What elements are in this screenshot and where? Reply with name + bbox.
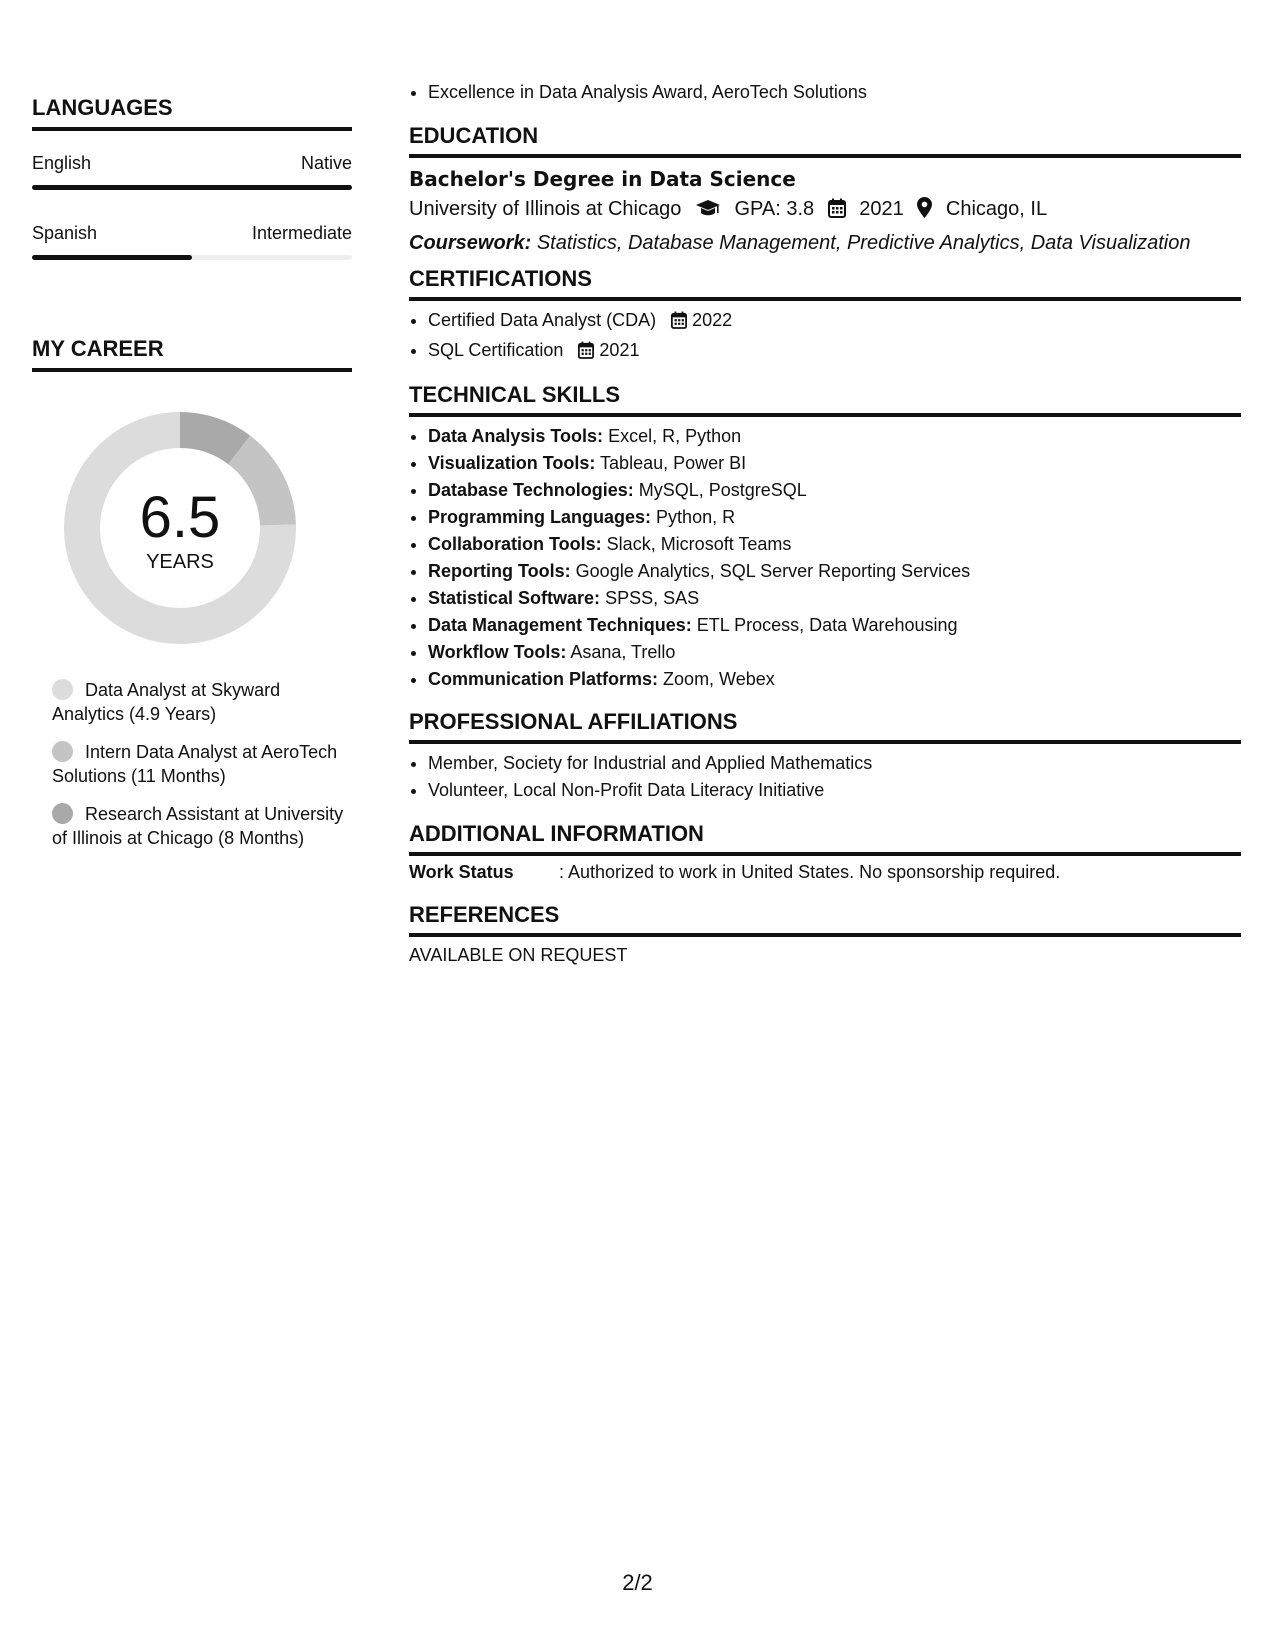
career-legend-label: Data Analyst at Skyward Analytics (4.9 Years) bbox=[52, 680, 281, 724]
coursework-list: Statistics, Database Management, Predictive Analytics, Data Visualization bbox=[536, 232, 1191, 254]
skill-value: SPSS, SAS bbox=[605, 588, 700, 608]
skill-item bbox=[428, 639, 1241, 666]
skills-list bbox=[409, 423, 1241, 693]
calendar-icon bbox=[828, 197, 846, 228]
skill-item bbox=[428, 531, 1241, 558]
awards-list bbox=[409, 79, 1241, 106]
education-section bbox=[409, 123, 1241, 259]
skill-label: Communication Platforms: bbox=[428, 669, 659, 689]
education-gpa: GPA: 3.8 bbox=[734, 198, 815, 220]
work-status-row bbox=[409, 862, 1241, 883]
certifications-section bbox=[409, 266, 1241, 367]
education-school: University of Illinois at Chicago bbox=[409, 198, 682, 220]
skills-heading: TECHNICAL SKILLS bbox=[409, 382, 1241, 417]
skill-item bbox=[428, 504, 1241, 531]
references-heading: REFERENCES bbox=[409, 902, 1241, 937]
certification-name: Certified Data Analyst (CDA) bbox=[428, 310, 657, 330]
skill-label: Collaboration Tools: bbox=[428, 534, 602, 554]
certification-item bbox=[428, 337, 1241, 367]
certification-name: SQL Certification bbox=[428, 340, 564, 360]
skill-value: ETL Process, Data Warehousing bbox=[696, 615, 958, 635]
career-total-unit: YEARS bbox=[146, 551, 214, 573]
education-degree: Bachelor's Degree in Data Science bbox=[409, 167, 796, 191]
skill-value: Excel, R, Python bbox=[608, 426, 742, 446]
career-legend-item bbox=[52, 802, 352, 850]
coursework-label: Coursework: bbox=[409, 232, 532, 254]
career-donut-chart bbox=[64, 412, 296, 644]
skill-value: Tableau, Power BI bbox=[600, 453, 747, 473]
skill-label: Programming Languages: bbox=[428, 507, 652, 527]
map-pin-icon bbox=[917, 197, 932, 228]
career-legend-label: Research Assistant at University of Illinois at Chicago (8 Months) bbox=[52, 804, 344, 848]
legend-dot-icon bbox=[52, 741, 73, 762]
work-status-value: : Authorized to work in United States. No sponsorship required. bbox=[559, 862, 1061, 882]
page-number: 2/2 bbox=[622, 1570, 653, 1595]
language-proficiency-bar bbox=[32, 185, 352, 190]
skill-item bbox=[428, 477, 1241, 504]
skill-item bbox=[428, 612, 1241, 639]
additional-info-heading: ADDITIONAL INFORMATION bbox=[409, 821, 1241, 856]
certification-year: 2022 bbox=[692, 310, 733, 330]
skill-label: Workflow Tools: bbox=[428, 642, 567, 662]
references-text: AVAILABLE ON REQUEST bbox=[409, 945, 628, 965]
awards-section bbox=[409, 79, 1241, 106]
skill-value: MySQL, PostgreSQL bbox=[638, 480, 807, 500]
certifications-list bbox=[409, 307, 1241, 367]
skill-label: Statistical Software: bbox=[428, 588, 601, 608]
education-heading: EDUCATION bbox=[409, 123, 1241, 158]
legend-dot-icon bbox=[52, 803, 73, 824]
affiliations-section bbox=[409, 709, 1241, 804]
skill-value: Slack, Microsoft Teams bbox=[606, 534, 792, 554]
skill-value: Asana, Trello bbox=[570, 642, 676, 662]
skill-item bbox=[428, 423, 1241, 450]
skill-value: Zoom, Webex bbox=[663, 669, 775, 689]
additional-info-section bbox=[409, 821, 1241, 883]
language-proficiency-fill bbox=[32, 255, 192, 260]
work-status-label: Work Status bbox=[409, 862, 514, 882]
affiliations-list bbox=[409, 750, 1241, 804]
certifications-heading: CERTIFICATIONS bbox=[409, 266, 1241, 301]
references-section bbox=[409, 902, 1241, 967]
language-name: Spanish bbox=[32, 223, 98, 243]
skill-label: Visualization Tools: bbox=[428, 453, 596, 473]
award-item: • Excellence in Data Analysis Award, AeroTech Solutions bbox=[428, 79, 1241, 106]
education-coursework bbox=[409, 228, 1241, 259]
affiliations-heading: PROFESSIONAL AFFILIATIONS bbox=[409, 709, 1241, 744]
languages-heading: LANGUAGES bbox=[32, 95, 352, 131]
education-year: 2021 bbox=[859, 198, 904, 220]
career-legend-item bbox=[52, 740, 352, 788]
language-proficiency-fill bbox=[32, 185, 352, 190]
career-total-years: 6.5 bbox=[139, 485, 221, 550]
certification-item bbox=[428, 307, 1241, 337]
language-level: Native bbox=[300, 153, 352, 173]
education-location: Chicago, IL bbox=[945, 198, 1048, 220]
calendar-icon bbox=[671, 310, 687, 337]
language-proficiency-bar bbox=[32, 255, 352, 260]
career-legend-item bbox=[52, 678, 352, 726]
skill-item bbox=[428, 666, 1241, 693]
language-row-english bbox=[32, 152, 352, 192]
language-row-spanish bbox=[32, 222, 352, 262]
skill-label: Reporting Tools: bbox=[428, 561, 571, 581]
skill-item bbox=[428, 558, 1241, 585]
calendar-icon bbox=[578, 340, 594, 367]
skill-item bbox=[428, 450, 1241, 477]
certification-year: 2021 bbox=[599, 340, 640, 360]
graduation-cap-icon bbox=[695, 197, 721, 228]
education-details bbox=[409, 194, 1241, 228]
career-heading: MY CAREER bbox=[32, 336, 352, 372]
skill-item bbox=[428, 585, 1241, 612]
language-name: English bbox=[32, 153, 92, 173]
affiliation-item: • Volunteer, Local Non-Profit Data Literacy Initiative bbox=[428, 777, 1241, 804]
legend-dot-icon bbox=[52, 679, 73, 700]
skill-value: Python, R bbox=[656, 507, 736, 527]
language-level: Intermediate bbox=[251, 223, 352, 243]
career-legend-label: Intern Data Analyst at AeroTech Solutions (11 Months) bbox=[52, 742, 338, 786]
skill-label: Data Analysis Tools: bbox=[428, 426, 604, 446]
skill-label: Database Technologies: bbox=[428, 480, 634, 500]
affiliation-item: • Member, Society for Industrial and Applied Mathematics bbox=[428, 750, 1241, 777]
skill-value: Google Analytics, SQL Server Reporting Services bbox=[575, 561, 971, 581]
skill-label: Data Management Techniques: bbox=[428, 615, 692, 635]
career-legend bbox=[52, 678, 352, 864]
skills-section bbox=[409, 382, 1241, 693]
